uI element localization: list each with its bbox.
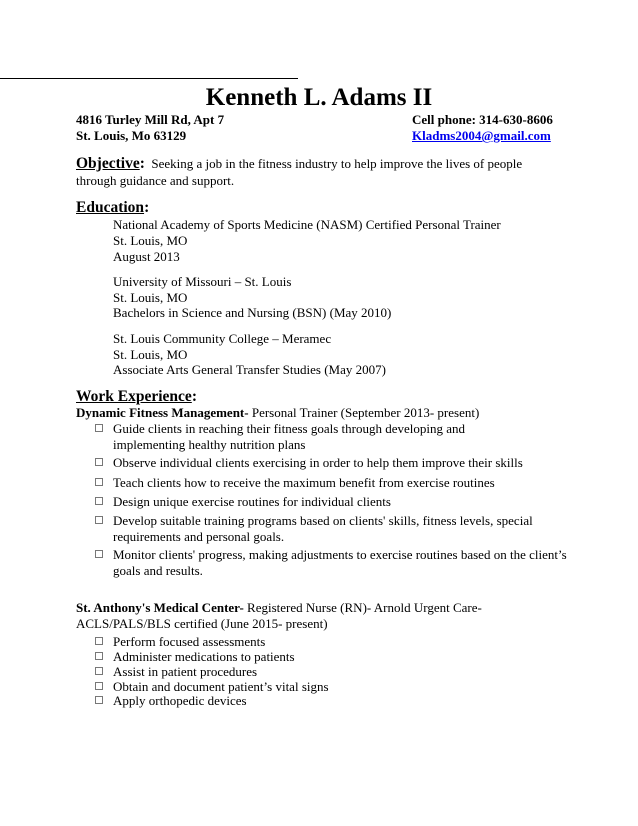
bullet-box-icon: [95, 550, 103, 558]
objective-text: Seeking a job in the fitness industry to help improve the lives of people through guidance and support.: [76, 156, 523, 188]
education-entry-line: St. Louis, MO: [113, 233, 188, 248]
bullet-box-icon: [95, 652, 103, 660]
bullet-box-icon: [95, 682, 103, 690]
bullet-box-icon: [95, 667, 103, 675]
job-role: Personal Trainer (September 2013- present): [248, 405, 480, 420]
address-line-1: 4816 Turley Mill Rd, Apt 7: [76, 112, 225, 127]
education-entry-line: National Academy of Sports Medicine (NASM) Certified Personal Trainer: [113, 217, 501, 232]
objective-colon: :: [139, 155, 145, 172]
bullet-box-icon: [95, 478, 103, 486]
job-title-line: [76, 405, 479, 421]
experience-colon: :: [191, 388, 197, 405]
education-entry-line: University of Missouri – St. Louis: [113, 274, 292, 289]
experience-heading: Work Experience: [76, 388, 192, 405]
candidate-name: Kenneth L. Adams II: [205, 84, 433, 111]
bullet-box-icon: [95, 497, 103, 505]
employer-name: Dynamic Fitness Management-: [76, 405, 249, 420]
job-role: Registered Nurse (RN)- Arnold Urgent Care- ACLS/PALS/BLS certified (June 2015- present): [76, 600, 482, 631]
education-entry-line: Associate Arts General Transfer Studies (May 2007): [113, 362, 386, 377]
education-entry-line: St. Louis, MO: [113, 347, 188, 362]
bullet-box-icon: [95, 424, 103, 432]
bullet-box-icon: [95, 696, 103, 704]
education-entry-line: St. Louis, MO: [113, 290, 188, 305]
education-colon: :: [144, 199, 150, 216]
phone-number: Cell phone: 314-630-8606: [412, 112, 553, 127]
email-link[interactable]: Kladms2004@gmail.com: [412, 128, 551, 143]
top-rule: [0, 78, 298, 79]
bullet-box-icon: [95, 637, 103, 645]
address-line-2: St. Louis, Mo 63129: [76, 128, 187, 143]
bullet-box-icon: [95, 458, 103, 466]
education-entry-line: August 2013: [113, 249, 180, 264]
bullet-box-icon: [95, 516, 103, 524]
employer-name: St. Anthony's Medical Center-: [76, 600, 244, 615]
objective-section: [76, 155, 556, 189]
objective-heading: Objective: [76, 155, 140, 172]
education-entry-line: St. Louis Community College – Meramec: [113, 331, 332, 346]
education-heading-row: [76, 199, 149, 217]
job-title-line: [76, 600, 556, 632]
experience-heading-row: [76, 388, 197, 406]
education-entry-line: Bachelors in Science and Nursing (BSN) (May 2010): [113, 305, 392, 320]
education-heading: Education: [76, 199, 145, 216]
